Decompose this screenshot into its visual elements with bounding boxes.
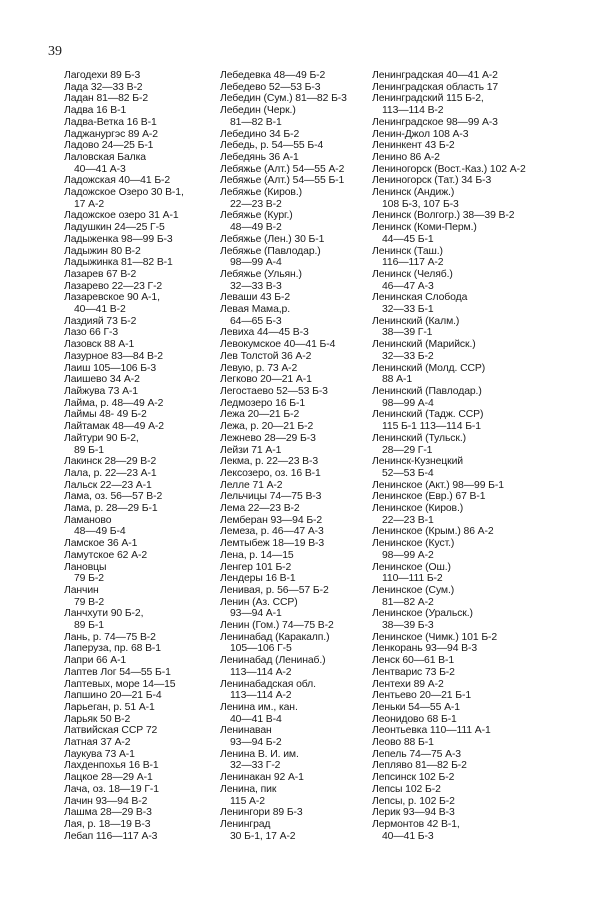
index-entry: Ладжанургэс 89 А-2 xyxy=(64,128,158,140)
index-entry: Латная 37 А-2 xyxy=(64,737,131,749)
index-entry: Лебяжье (Алт.) 54—55 Б-1 xyxy=(220,175,345,187)
index-entry: Ленинский (Марийск.) xyxy=(372,339,476,351)
index-entry: Лениногорск (Вост.-Каз.) 102 А-2 xyxy=(372,163,526,175)
index-entry: Ленивая, р. 56—57 Б-2 xyxy=(220,584,329,596)
index-entry: Ладва-Ветка 16 В-1 xyxy=(64,116,157,128)
index-entry: Ларьеган, р. 51 А-1 xyxy=(64,701,155,713)
index-entry: Лебедино 34 Б-2 xyxy=(220,128,300,140)
index-entry: 22—23 В-1 xyxy=(382,514,434,526)
index-entry: Лаишево 34 А-2 xyxy=(64,374,140,386)
index-entry: Лениногорск (Тат.) 34 Б-3 xyxy=(372,175,492,187)
index-entry: Лемеза, р. 46—47 А-3 xyxy=(220,526,324,538)
index-entry: Лебедь, р. 54—55 Б-4 xyxy=(220,140,324,152)
index-entry: 32—33 Б-2 xyxy=(382,350,434,362)
index-entry: Лаймы 48- 49 Б-2 xyxy=(64,409,147,421)
index-entry: Лебедин (Черк.) xyxy=(220,105,296,117)
index-entry: Лаловская Балка xyxy=(64,151,146,163)
index-entry: Ладожское озеро 31 А-1 xyxy=(64,210,179,222)
index-entry: Лермонтов 42 В-1, xyxy=(372,819,460,830)
index-entry: 38—39 Г-1 xyxy=(382,327,433,339)
index-column-1 xyxy=(64,70,220,842)
index-entry: 40—41 В-2 xyxy=(74,304,126,316)
index-entry: Ленинск (Коми-Перм.) xyxy=(372,222,477,234)
index-entry: 113—114 А-2 xyxy=(230,690,292,702)
index-entry: Лаптевых, море 14—15 xyxy=(64,678,176,690)
index-entry: Ларьяк 50 В-2 xyxy=(64,713,131,725)
index-entry: Ленинабад (Каракалп.) xyxy=(220,631,330,643)
index-entry: Лебяжье (Кург.) xyxy=(220,210,293,222)
index-entry: Лапри 66 А-1 xyxy=(64,655,127,667)
index-entry: 88 А-1 xyxy=(382,374,413,386)
index-entry: Лацкое 28—29 А-1 xyxy=(64,772,153,784)
index-entry: Лежа, р. 20—21 Б-2 xyxy=(220,421,314,433)
index-entry: Лайтамак 48—49 А-2 xyxy=(64,421,164,433)
index-entry: Ленинское (Уральск.) xyxy=(372,608,473,620)
index-entry: Лая, р. 18—19 В-3 xyxy=(64,819,151,830)
index-entry: Лебедево 52—53 Б-3 xyxy=(220,81,321,93)
index-entry: Ленинградский 115 Б-2, xyxy=(372,93,484,105)
index-entry: Ленин (Гом.) 74—75 В-2 xyxy=(220,620,334,632)
index-entry: Ленинское (Чимк.) 101 Б-2 xyxy=(372,631,498,643)
index-entry: Ленгер 101 Б-2 xyxy=(220,561,292,573)
index-entry: 48—49 Б-4 xyxy=(74,526,126,538)
index-entry: 48—49 В-2 xyxy=(230,222,282,234)
index-entry: 46—47 А-3 xyxy=(382,280,434,292)
index-entry: Ледмозеро 16 Б-1 xyxy=(220,397,306,409)
index-entry: 98—99 А-2 xyxy=(382,549,434,561)
index-entry: Лебяжье (Ульян.) xyxy=(220,268,302,280)
index-entry: Ленина им., кан. xyxy=(220,701,298,713)
index-entry: Лама, р. 28—29 Б-1 xyxy=(64,503,158,515)
index-entry: Лада 32—33 В-2 xyxy=(64,81,143,93)
index-entry: Ленинский (Павлодар.) xyxy=(372,385,482,397)
index-entry: Ленингори 89 Б-3 xyxy=(220,807,303,819)
index-entry: 113—114 А-2 xyxy=(230,666,292,678)
index-entry: Лашма 28—29 В-3 xyxy=(64,807,152,819)
index-entry: Лебяжье (Лен.) 30 Б-1 xyxy=(220,233,325,245)
index-entry: Лексозеро, оз. 16 В-1 xyxy=(220,467,321,479)
index-entry: Лальск 22—23 А-1 xyxy=(64,479,152,491)
index-entry: Ленина В. И. им. xyxy=(220,748,299,760)
index-entry: Лена, р. 14—15 xyxy=(220,549,294,561)
index-entry: Лайжува 73 А-1 xyxy=(64,385,138,397)
index-entry: Ленкорань 93—94 В-3 xyxy=(372,643,478,655)
index-entry: Лемберан 93—94 Б-2 xyxy=(220,514,323,526)
index-entry: Лельчицы 74—75 В-3 xyxy=(220,491,322,503)
index-columns xyxy=(64,70,574,842)
index-entry: Ленск 60—61 В-1 xyxy=(372,655,455,667)
index-entry: Ладыжин 80 В-2 xyxy=(64,245,141,257)
index-entry: Ленинское (Евр.) 67 В-1 xyxy=(372,491,486,503)
index-entry: Лахденпохья 16 В-1 xyxy=(64,760,159,772)
index-entry: Ленинское (Киров.) xyxy=(372,503,464,515)
index-entry: Лапшино 20—21 Б-4 xyxy=(64,690,162,702)
index-column-2 xyxy=(220,70,372,842)
index-entry: Ленинск (Волгогр.) 38—39 В-2 xyxy=(372,210,515,222)
index-entry: Лебяжье (Павлодар.) xyxy=(220,245,321,257)
index-entry: Ленина, пик xyxy=(220,783,277,795)
index-entry: Ладушкин 24—25 Г-5 xyxy=(64,222,165,234)
index-entry: 98—99 А-4 xyxy=(382,397,434,409)
index-entry: 115 Б-1 113—114 Б-1 xyxy=(382,421,481,433)
index-entry: 32—33 Г-2 xyxy=(230,760,281,772)
index-entry: Ленинский (Молд. ССР) xyxy=(372,362,486,374)
index-entry: Ленинская Слобода xyxy=(372,292,468,304)
index-entry: Лекма, р. 22—23 В-3 xyxy=(220,456,319,468)
index-entry: Ленинское (Крым.) 86 А-2 xyxy=(372,526,494,538)
index-entry: 32—33 Б-1 xyxy=(382,304,434,316)
index-entry: Ладан 81—82 Б-2 xyxy=(64,93,149,105)
index-entry: Лачин 93—94 В-2 xyxy=(64,795,148,807)
index-entry: 93—94 А-1 xyxy=(230,608,282,620)
index-entry: Легостаево 52—53 Б-3 xyxy=(220,385,328,397)
index-entry: 17 А-2 xyxy=(74,198,105,210)
page-number: 39 xyxy=(48,44,62,59)
index-entry: Лазарево 22—23 Г-2 xyxy=(64,280,163,292)
index-entry: Леонтьевка 110—111 А-1 xyxy=(372,725,491,737)
index-entry: 64—65 Б-3 xyxy=(230,315,282,327)
index-entry: Лаздияй 73 Б-2 xyxy=(64,315,137,327)
index-entry: 30 Б-1, 17 А-2 xyxy=(230,830,296,842)
index-entry: Ладыжинка 81—82 В-1 xyxy=(64,257,173,269)
index-entry: Ленинский (Калм.) xyxy=(372,315,460,327)
index-entry: Лазурное 83—84 В-2 xyxy=(64,350,163,362)
index-entry: Ленинградское 98—99 А-3 xyxy=(372,116,498,128)
index-entry: Лепсы, р. 102 Б-2 xyxy=(372,795,455,807)
index-entry: 81—82 В-1 xyxy=(230,116,282,128)
index-entry: Лепсы 102 Б-2 xyxy=(372,783,441,795)
index-entry: 40—41 А-3 xyxy=(74,163,126,175)
index-entry: Лебедянь 36 А-1 xyxy=(220,151,299,163)
index-entry: Лановцы xyxy=(64,561,107,573)
index-entry: Левая Мама,р. xyxy=(220,304,291,316)
index-entry: 115 А-2 xyxy=(230,795,265,807)
index-entry: Леньки 54—55 А-1 xyxy=(372,701,460,713)
index-entry: Лентварис 73 Б-2 xyxy=(372,666,455,678)
index-entry: Ленинабадская обл. xyxy=(220,678,316,690)
index-entry: Лебедевка 48—49 Б-2 xyxy=(220,70,326,81)
index-entry: Лайма, р. 48—49 А-2 xyxy=(64,397,164,409)
index-entry: Лань, р. 74—75 В-2 xyxy=(64,631,156,643)
index-entry: Лакинск 28—29 В-2 xyxy=(64,456,157,468)
index-entry: Левокумское 40—41 Б-4 xyxy=(220,339,336,351)
index-entry: Лепсинск 102 Б-2 xyxy=(372,772,455,784)
index-entry: Лентехи 89 А-2 xyxy=(372,678,444,690)
index-entry: Леово 88 Б-1 xyxy=(372,737,434,749)
index-entry: 98—99 А-4 xyxy=(230,257,282,269)
index-entry: Ленин (Аз. ССР) xyxy=(220,596,298,608)
index-entry: Ламутское 62 А-2 xyxy=(64,549,148,561)
index-entry: Ленин-Джол 108 А-3 xyxy=(372,128,469,140)
index-entry: 93—94 Б-2 xyxy=(230,737,282,749)
index-entry: Ленинкент 43 Б-2 xyxy=(372,140,455,152)
index-entry: Ленинабад (Ленинаб.) xyxy=(220,655,326,667)
index-entry: Лаперуза, пр. 68 В-1 xyxy=(64,643,161,655)
index-entry: Лагодехи 89 Б-3 xyxy=(64,70,141,81)
index-entry: Лебяжье (Киров.) xyxy=(220,187,303,199)
index-entry: Латвийская ССР 72 xyxy=(64,725,158,737)
index-entry: 108 Б-3, 107 Б-3 xyxy=(382,198,459,210)
index-entry: Ламаново xyxy=(64,514,112,526)
index-entry: Лайтури 90 Б-2, xyxy=(64,432,139,444)
index-entry: Лазарев 67 В-2 xyxy=(64,268,137,280)
index-entry: Ленинский (Тульск.) xyxy=(372,432,466,444)
index-entry: Ленинград xyxy=(220,819,271,830)
index-entry: 52—53 Б-4 xyxy=(382,467,434,479)
index-entry: Лежа 20—21 Б-2 xyxy=(220,409,300,421)
index-entry: 89 Б-1 xyxy=(74,620,104,632)
index-entry: Лаиш 105—106 Б-3 xyxy=(64,362,157,374)
index-entry: Лача, оз. 18—19 Г-1 xyxy=(64,783,159,795)
index-entry: Ленинск (Андиж.) xyxy=(372,187,455,199)
index-entry: Ленинское (Ош.) xyxy=(372,561,451,573)
index-entry: Ладожское Озеро 30 В-1, xyxy=(64,187,184,199)
index-entry: Ленинакан 92 А-1 xyxy=(220,772,304,784)
index-entry: 40—41 В-4 xyxy=(230,713,282,725)
index-entry: Лежнево 28—29 Б-3 xyxy=(220,432,316,444)
index-entry: Лебедин (Сум.) 81—82 Б-3 xyxy=(220,93,347,105)
index-entry: Ленинградская область 17 xyxy=(372,81,499,93)
index-entry: 38—39 Б-3 xyxy=(382,620,434,632)
index-entry: Ленинск-Кузнецкий xyxy=(372,456,464,468)
index-entry: Лебап 116—117 А-3 xyxy=(64,830,158,842)
index-entry: 79 В-2 xyxy=(74,596,105,608)
index-entry: 40—41 Б-3 xyxy=(382,830,434,842)
index-entry: Легково 20—21 А-1 xyxy=(220,374,312,386)
index-entry: Ладыженка 98—99 Б-3 xyxy=(64,233,173,245)
index-entry: Лема 22—23 В-2 xyxy=(220,503,300,515)
index-entry: Ленинск (Таш.) xyxy=(372,245,443,257)
index-column-3 xyxy=(372,70,572,842)
index-entry: 89 Б-1 xyxy=(74,444,104,456)
index-entry: Леонидово 68 Б-1 xyxy=(372,713,457,725)
index-entry: 28—29 Г-1 xyxy=(382,444,433,456)
index-entry: Леваши 43 Б-2 xyxy=(220,292,291,304)
index-entry: Ленино 86 А-2 xyxy=(372,151,440,163)
index-entry: 113—114 В-2 xyxy=(382,105,444,117)
index-entry: Лепель 74—75 А-3 xyxy=(372,748,461,760)
index-entry: Ленинградская 40—41 А-2 xyxy=(372,70,498,81)
index-entry: Ладва 16 В-1 xyxy=(64,105,127,117)
index-entry: Лелле 71 А-2 xyxy=(220,479,283,491)
index-entry: Леплявo 81—82 Б-2 xyxy=(372,760,467,772)
index-entry: Ленинск (Челяб.) xyxy=(372,268,453,280)
index-entry: Лазовск 88 А-1 xyxy=(64,339,135,351)
index-entry: Ленинское (Сум.) xyxy=(372,584,455,596)
index-entry: Лаптев Лог 54—55 Б-1 xyxy=(64,666,171,678)
index-entry: Лемтыбеж 18—19 В-3 xyxy=(220,538,325,550)
index-entry: Ланчхути 90 Б-2, xyxy=(64,608,144,620)
index-entry: Лендеры 16 В-1 xyxy=(220,573,296,585)
index-entry: Лазаревское 90 А-1, xyxy=(64,292,160,304)
index-entry: Лейзи 71 А-1 xyxy=(220,444,282,456)
index-entry: 79 Б-2 xyxy=(74,573,104,585)
index-entry: 110—111 Б-2 xyxy=(382,573,443,585)
index-entry: Ленинский (Тадж. ССР) xyxy=(372,409,484,421)
index-entry: 32—33 В-3 xyxy=(230,280,282,292)
index-entry: Ланчин xyxy=(64,584,99,596)
index-entry: 22—23 В-2 xyxy=(230,198,282,210)
index-entry: Левую, р. 73 А-2 xyxy=(220,362,298,374)
index-entry: Лаукува 73 А-1 xyxy=(64,748,135,760)
index-entry: Лала, р. 22—23 А-1 xyxy=(64,467,157,479)
index-entry: Ленинаван xyxy=(220,725,272,737)
index-entry: 44—45 Б-1 xyxy=(382,233,434,245)
index-entry: Левиха 44—45 В-3 xyxy=(220,327,309,339)
index-entry: 105—106 Г-5 xyxy=(230,643,292,655)
index-entry: Ленинское (Акт.) 98—99 Б-1 xyxy=(372,479,504,491)
index-entry: Лентьево 20—21 Б-1 xyxy=(372,690,472,702)
index-entry: Лебяжье (Алт.) 54—55 А-2 xyxy=(220,163,345,175)
index-entry: Ладожская 40—41 Б-2 xyxy=(64,175,171,187)
index-entry: Ладово 24—25 Б-1 xyxy=(64,140,154,152)
index-entry: 116—117 А-2 xyxy=(382,257,444,269)
index-entry: 81—82 А-2 xyxy=(382,596,434,608)
index-entry: Лазо 66 Г-3 xyxy=(64,327,119,339)
index-entry: Ламское 36 А-1 xyxy=(64,538,138,550)
index-entry: Лама, оз. 56—57 В-2 xyxy=(64,491,163,503)
index-entry: Лев Толстой 36 А-2 xyxy=(220,350,312,362)
index-entry: Лерик 93—94 В-3 xyxy=(372,807,455,819)
index-entry: Ленинское (Куст.) xyxy=(372,538,455,550)
